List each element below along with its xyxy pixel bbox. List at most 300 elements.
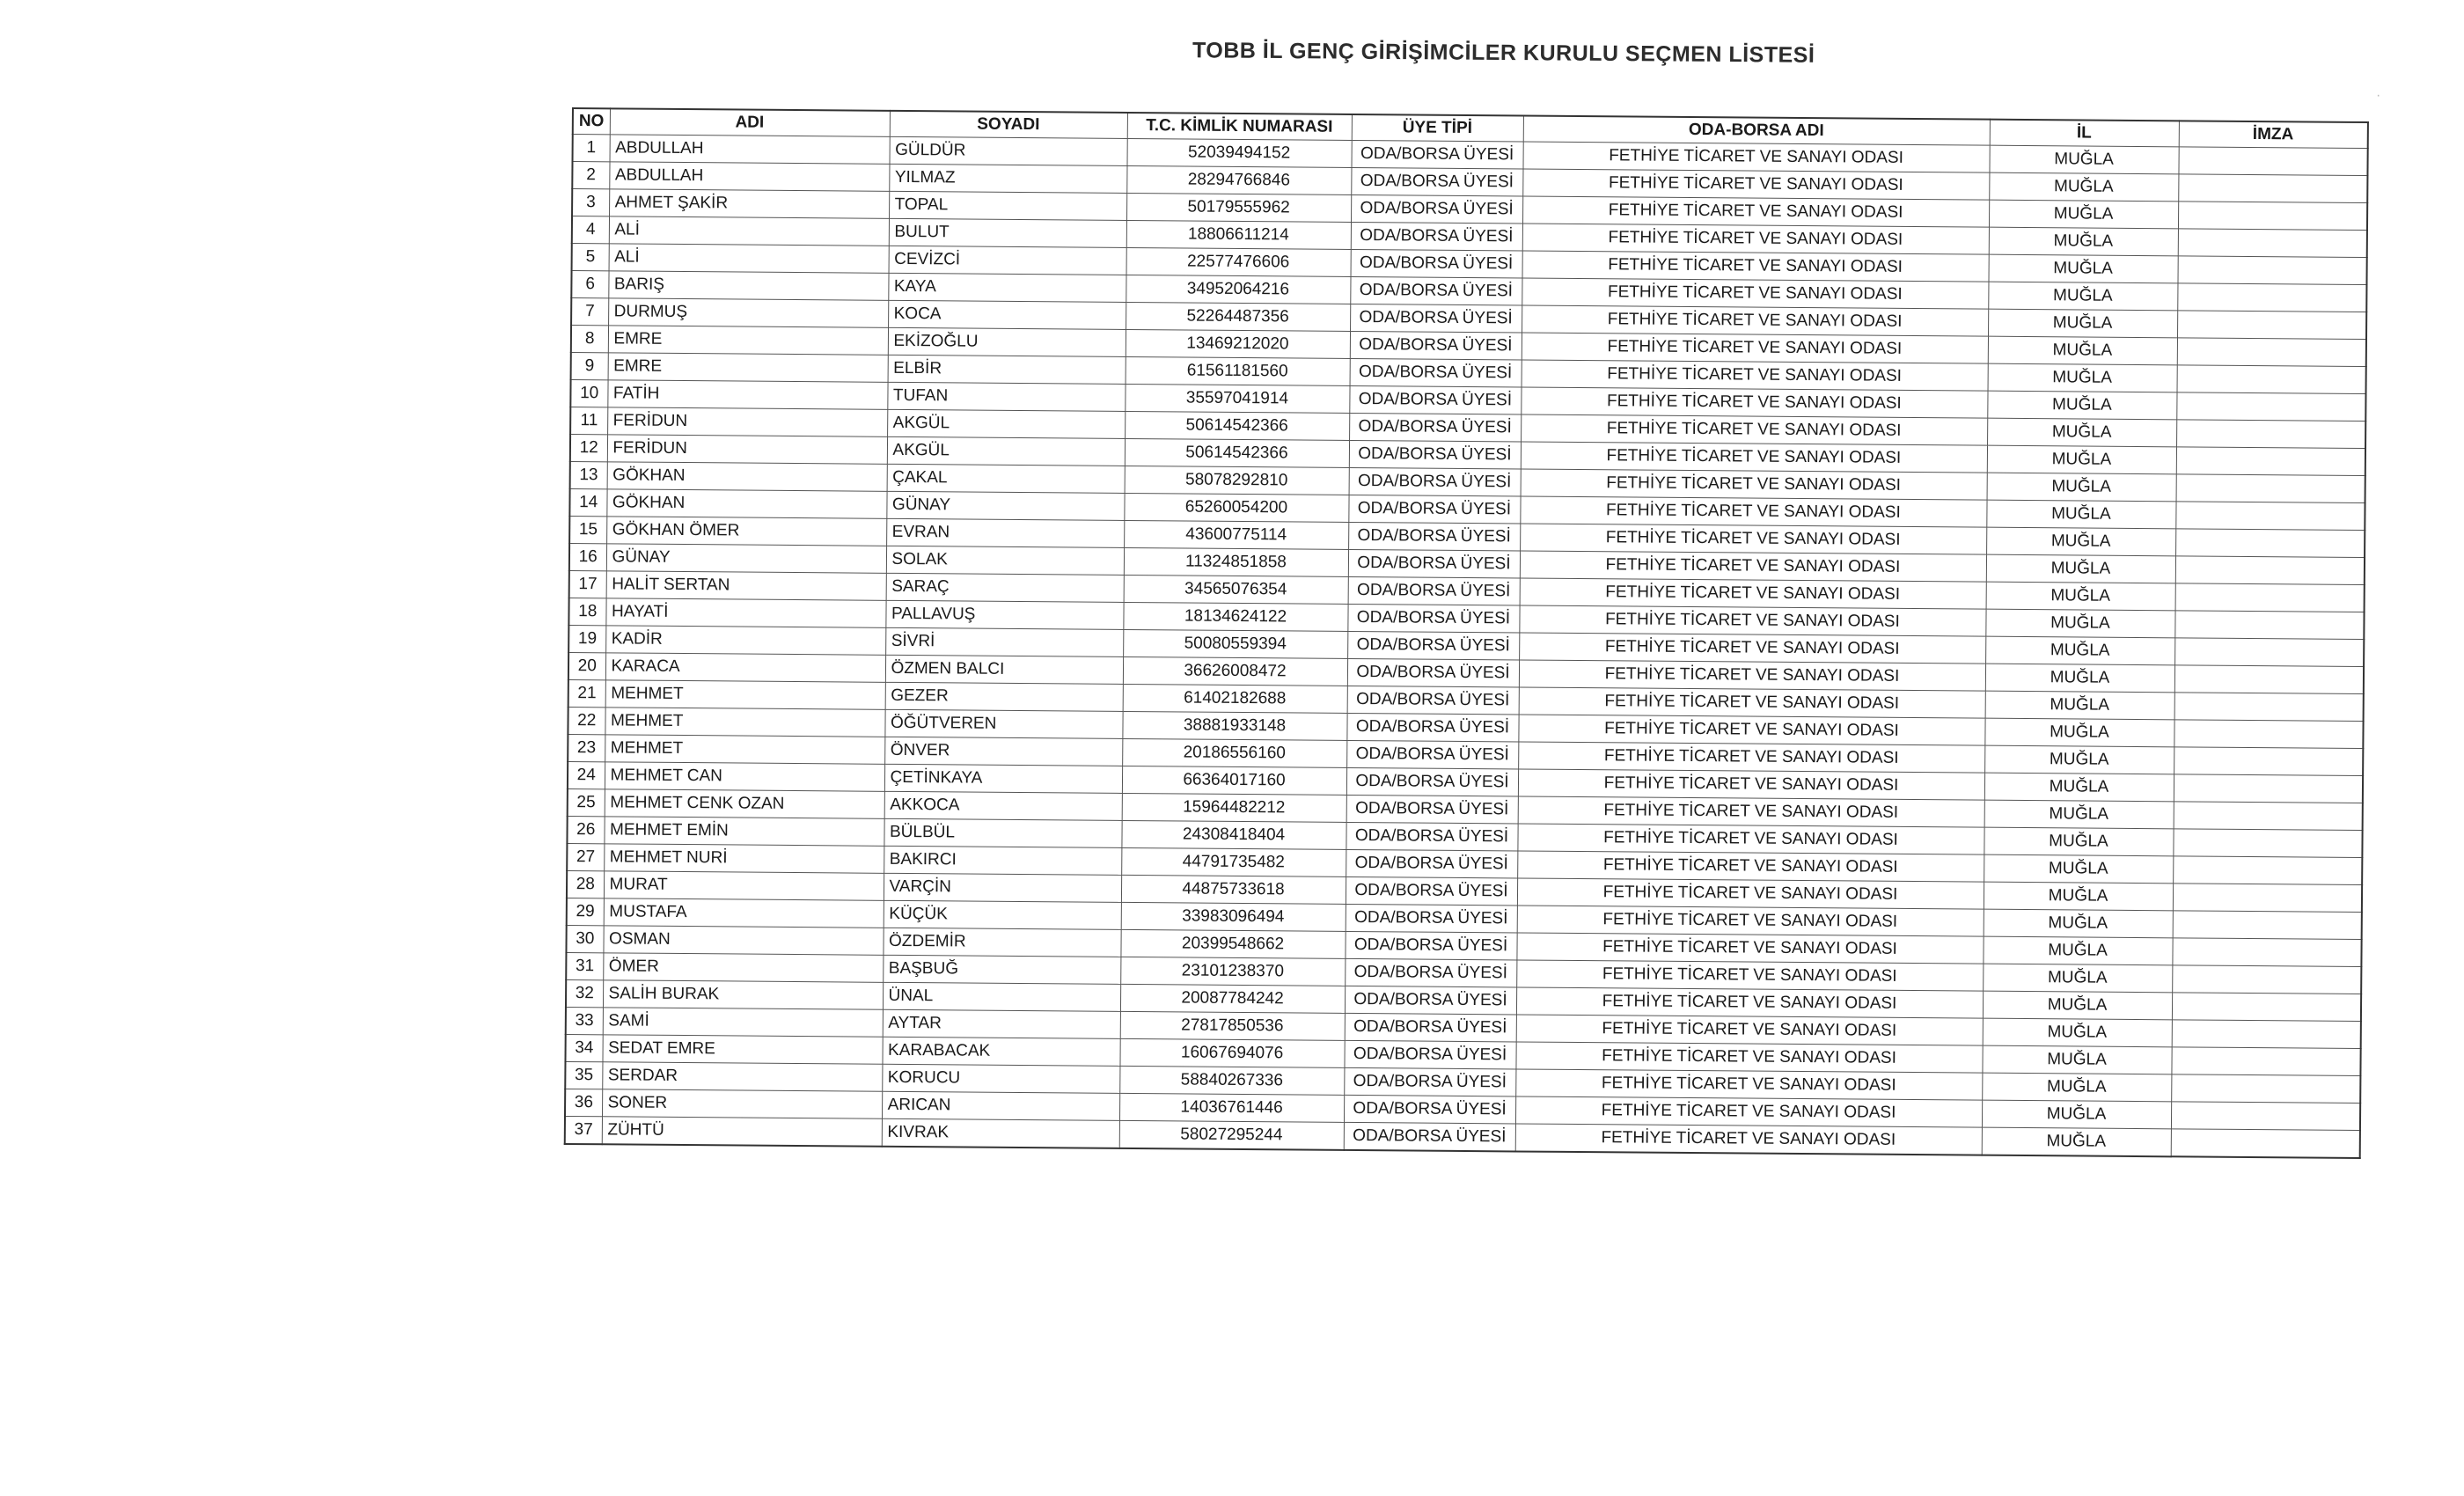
- surname-cell: KORUCU: [882, 1064, 1119, 1093]
- chamber-name-cell: FETHİYE TİCARET VE SANAYI ODASI: [1519, 605, 1985, 636]
- first-name-cell: SALİH BURAK: [603, 980, 883, 1009]
- province-cell: MUĞLA: [1982, 1073, 2171, 1102]
- chamber-name-cell: FETHİYE TİCARET VE SANAYI ODASI: [1517, 824, 1984, 854]
- row-number: 37: [565, 1116, 602, 1144]
- chamber-name-cell: FETHİYE TİCARET VE SANAYI ODASI: [1516, 933, 1983, 964]
- province-cell: MUĞLA: [1982, 1100, 2171, 1129]
- row-number: 23: [568, 734, 605, 761]
- first-name-cell: FERİDUN: [607, 407, 887, 436]
- tc-id-cell: 50614542366: [1125, 438, 1349, 467]
- surname-cell: SARAÇ: [886, 573, 1124, 602]
- chamber-name-cell: FETHİYE TİCARET VE SANAYI ODASI: [1516, 1015, 1983, 1045]
- member-type-cell: ODA/BORSA ÜYESİ: [1349, 413, 1521, 442]
- signature-cell: [2175, 583, 2365, 612]
- first-name-cell: HAYATİ: [605, 598, 885, 627]
- first-name-cell: GÖKHAN: [606, 489, 886, 518]
- member-type-cell: ODA/BORSA ÜYESİ: [1345, 958, 1516, 987]
- row-number: 19: [568, 625, 605, 652]
- tc-id-cell: 61402182688: [1123, 684, 1347, 713]
- member-type-cell: ODA/BORSA ÜYESİ: [1346, 876, 1517, 906]
- chamber-name-cell: FETHİYE TİCARET VE SANAYI ODASI: [1515, 1042, 1982, 1073]
- tc-id-cell: 20087784242: [1120, 984, 1345, 1013]
- surname-cell: AKGÜL: [887, 436, 1125, 466]
- tc-id-cell: 61561181560: [1126, 356, 1350, 385]
- tc-id-cell: 43600775114: [1124, 520, 1348, 549]
- chamber-name-cell: FETHİYE TİCARET VE SANAYI ODASI: [1522, 142, 1989, 172]
- province-cell: MUĞLA: [1987, 418, 2176, 447]
- chamber-name-cell: FETHİYE TİCARET VE SANAYI ODASI: [1520, 578, 1986, 609]
- province-cell: MUĞLA: [1989, 227, 2178, 256]
- member-type-cell: ODA/BORSA ÜYESİ: [1346, 795, 1518, 824]
- first-name-cell: MEHMET EMİN: [604, 817, 884, 846]
- surname-cell: AKGÜL: [887, 409, 1125, 438]
- tc-id-cell: 20399548662: [1120, 929, 1345, 958]
- tc-id-cell: 44875733618: [1121, 875, 1346, 904]
- tc-id-cell: 66364017160: [1122, 766, 1346, 795]
- surname-cell: VARÇİN: [884, 873, 1121, 902]
- member-type-cell: ODA/BORSA ÜYESİ: [1349, 467, 1521, 496]
- chamber-name-cell: FETHİYE TİCARET VE SANAYI ODASI: [1520, 551, 1986, 582]
- chamber-name-cell: FETHİYE TİCARET VE SANAYI ODASI: [1521, 387, 1987, 418]
- province-cell: MUĞLA: [1984, 718, 2174, 747]
- chamber-name-cell: FETHİYE TİCARET VE SANAYI ODASI: [1520, 496, 1986, 527]
- signature-cell: [2173, 856, 2362, 885]
- signature-cell: [2174, 693, 2364, 722]
- province-cell: MUĞLA: [1986, 500, 2175, 529]
- signature-cell: [2172, 938, 2361, 967]
- first-name-cell: GÖKHAN ÖMER: [606, 517, 886, 546]
- member-type-cell: ODA/BORSA ÜYESİ: [1347, 604, 1519, 633]
- surname-cell: CEVİZCİ: [889, 246, 1126, 275]
- member-type-cell: ODA/BORSA ÜYESİ: [1351, 222, 1522, 251]
- surname-cell: GEZER: [885, 682, 1123, 711]
- tc-id-cell: 18806611214: [1126, 220, 1351, 249]
- tc-id-cell: 18134624122: [1123, 602, 1347, 631]
- tc-id-cell: 34952064216: [1126, 275, 1350, 304]
- row-number: 16: [569, 543, 606, 570]
- member-type-cell: ODA/BORSA ÜYESİ: [1348, 495, 1520, 524]
- first-name-cell: ABDULLAH: [610, 135, 890, 164]
- surname-cell: EKİZOĞLU: [888, 327, 1126, 356]
- header-surname: SOYADI: [890, 111, 1127, 139]
- row-number: 36: [565, 1089, 602, 1116]
- signature-cell: [2178, 147, 2367, 176]
- tc-id-cell: 35597041914: [1125, 384, 1349, 413]
- surname-cell: ELBİR: [888, 355, 1126, 384]
- chamber-name-cell: FETHİYE TİCARET VE SANAYI ODASI: [1515, 1124, 1982, 1155]
- signature-cell: [2177, 311, 2366, 340]
- surname-cell: GÜNAY: [886, 491, 1124, 520]
- row-number: 7: [571, 298, 608, 326]
- signature-cell: [2178, 229, 2367, 258]
- member-type-cell: ODA/BORSA ÜYESİ: [1351, 194, 1522, 224]
- first-name-cell: ALİ: [609, 244, 889, 273]
- row-number: 20: [568, 652, 605, 679]
- signature-cell: [2176, 447, 2365, 476]
- member-type-cell: ODA/BORSA ÜYESİ: [1347, 631, 1519, 660]
- province-cell: MUĞLA: [1987, 473, 2176, 502]
- header-signature: İMZA: [2179, 121, 2368, 148]
- tc-id-cell: 50080559394: [1123, 629, 1347, 658]
- province-cell: MUĞLA: [1982, 1045, 2171, 1074]
- surname-cell: ÇAKAL: [887, 464, 1125, 493]
- member-type-cell: ODA/BORSA ÜYESİ: [1346, 904, 1517, 933]
- surname-cell: TUFAN: [887, 382, 1125, 411]
- row-number: 21: [568, 679, 605, 707]
- surname-cell: ÜNAL: [883, 982, 1120, 1011]
- row-number: 9: [571, 352, 608, 379]
- member-type-cell: ODA/BORSA ÜYESİ: [1347, 686, 1519, 715]
- surname-cell: ÖNVER: [884, 737, 1122, 766]
- chamber-name-cell: FETHİYE TİCARET VE SANAYI ODASI: [1521, 469, 1987, 500]
- member-type-cell: ODA/BORSA ÜYESİ: [1346, 849, 1517, 878]
- province-cell: MUĞLA: [1988, 363, 2177, 392]
- tc-id-cell: 38881933148: [1122, 711, 1346, 740]
- first-name-cell: SAMİ: [603, 1008, 883, 1037]
- table-body: [565, 135, 2368, 1158]
- chamber-name-cell: FETHİYE TİCARET VE SANAYI ODASI: [1518, 715, 1984, 745]
- province-cell: MUĞLA: [1986, 554, 2175, 583]
- signature-cell: [2172, 965, 2361, 994]
- signature-cell: [2171, 1074, 2360, 1104]
- signature-cell: [2171, 1102, 2360, 1131]
- first-name-cell: MEHMET NURİ: [604, 844, 884, 873]
- surname-cell: BAKIRCI: [884, 846, 1121, 875]
- chamber-name-cell: FETHİYE TİCARET VE SANAYI ODASI: [1517, 878, 1984, 909]
- first-name-cell: SEDAT EMRE: [602, 1035, 882, 1064]
- province-cell: MUĞLA: [1984, 773, 2174, 802]
- first-name-cell: ZÜHTÜ: [602, 1117, 882, 1147]
- member-type-cell: ODA/BORSA ÜYESİ: [1346, 822, 1517, 851]
- header-chamber: ODA-BORSA ADI: [1523, 115, 1990, 145]
- row-number: 6: [571, 271, 608, 298]
- chamber-name-cell: FETHİYE TİCARET VE SANAYI ODASI: [1522, 333, 1988, 363]
- province-cell: MUĞLA: [1983, 936, 2172, 965]
- tc-id-cell: 36626008472: [1123, 656, 1347, 686]
- member-type-cell: ODA/BORSA ÜYESİ: [1348, 549, 1520, 578]
- signature-cell: [2174, 774, 2363, 803]
- row-number: 3: [572, 189, 609, 216]
- surname-cell: KÜÇÜK: [884, 900, 1121, 929]
- signature-cell: [2177, 283, 2366, 312]
- province-cell: MUĞLA: [1989, 145, 2178, 174]
- surname-cell: BÜLBÜL: [884, 818, 1121, 847]
- signature-cell: [2177, 365, 2366, 394]
- row-number: 25: [568, 788, 605, 816]
- signature-cell: [2174, 611, 2364, 640]
- voter-table: [564, 107, 2369, 1159]
- chamber-name-cell: FETHİYE TİCARET VE SANAYI ODASI: [1518, 742, 1984, 773]
- header-province: İL: [1990, 120, 2179, 147]
- province-cell: MUĞLA: [1986, 582, 2175, 611]
- member-type-cell: ODA/BORSA ÜYESİ: [1350, 358, 1522, 387]
- signature-cell: [2173, 829, 2362, 858]
- chamber-name-cell: FETHİYE TİCARET VE SANAYI ODASI: [1522, 169, 1989, 200]
- member-type-cell: ODA/BORSA ÜYESİ: [1346, 740, 1518, 769]
- member-type-cell: ODA/BORSA ÜYESİ: [1348, 576, 1520, 605]
- row-number: 35: [565, 1061, 602, 1089]
- tc-id-cell: 23101238370: [1120, 957, 1345, 986]
- province-cell: MUĞLA: [1983, 1018, 2172, 1047]
- tc-id-cell: 58027295244: [1119, 1120, 1344, 1150]
- member-type-cell: ODA/BORSA ÜYESİ: [1345, 931, 1516, 960]
- member-type-cell: ODA/BORSA ÜYESİ: [1344, 1095, 1515, 1124]
- surname-cell: KARABACAK: [882, 1037, 1119, 1066]
- chamber-name-cell: FETHİYE TİCARET VE SANAYI ODASI: [1519, 687, 1985, 718]
- row-number: 2: [572, 162, 609, 189]
- member-type-cell: ODA/BORSA ÜYESİ: [1350, 304, 1522, 333]
- first-name-cell: ALİ: [609, 216, 889, 246]
- province-cell: MUĞLA: [1986, 527, 2175, 556]
- signature-cell: [2174, 802, 2363, 831]
- surname-cell: ÖĞÜTVEREN: [884, 709, 1122, 738]
- chamber-name-cell: FETHİYE TİCARET VE SANAYI ODASI: [1518, 796, 1984, 827]
- signature-cell: [2173, 911, 2362, 940]
- first-name-cell: EMRE: [608, 353, 888, 382]
- chamber-name-cell: FETHİYE TİCARET VE SANAYI ODASI: [1517, 906, 1984, 936]
- member-type-cell: ODA/BORSA ÜYESİ: [1344, 1122, 1515, 1151]
- member-type-cell: ODA/BORSA ÜYESİ: [1345, 986, 1516, 1015]
- row-number: 12: [570, 434, 607, 461]
- surname-cell: KOCA: [888, 300, 1126, 329]
- surname-cell: BAŞBUĞ: [883, 955, 1120, 984]
- tc-id-cell: 24308418404: [1121, 820, 1346, 849]
- surname-cell: ÇETİNKAYA: [884, 764, 1122, 793]
- member-type-cell: ODA/BORSA ÜYESİ: [1350, 331, 1522, 360]
- signature-cell: [2176, 392, 2365, 422]
- province-cell: MUĞLA: [1985, 664, 2174, 693]
- member-type-cell: ODA/BORSA ÜYESİ: [1349, 385, 1521, 414]
- first-name-cell: SONER: [602, 1089, 882, 1118]
- tc-id-cell: 20186556160: [1122, 738, 1346, 767]
- row-number: 1: [573, 135, 610, 162]
- tc-id-cell: 15964482212: [1122, 793, 1346, 822]
- signature-cell: [2174, 665, 2364, 694]
- signature-cell: [2177, 338, 2366, 367]
- row-number: 26: [567, 816, 604, 843]
- province-cell: MUĞLA: [1985, 636, 2174, 665]
- member-type-cell: ODA/BORSA ÜYESİ: [1351, 140, 1522, 169]
- first-name-cell: KADİR: [605, 626, 885, 655]
- first-name-cell: EMRE: [608, 326, 888, 355]
- first-name-cell: MUSTAFA: [604, 898, 884, 928]
- first-name-cell: ABDULLAH: [609, 162, 889, 191]
- first-name-cell: ÖMER: [603, 953, 883, 982]
- tc-id-cell: 44791735482: [1121, 847, 1346, 876]
- chamber-name-cell: FETHİYE TİCARET VE SANAYI ODASI: [1515, 1096, 1982, 1127]
- row-number: 5: [572, 244, 609, 271]
- province-cell: MUĞLA: [1984, 745, 2174, 774]
- signature-cell: [2173, 884, 2362, 913]
- province-cell: MUĞLA: [1988, 254, 2177, 283]
- province-cell: MUĞLA: [1988, 282, 2177, 311]
- province-cell: MUĞLA: [1984, 882, 2173, 911]
- member-type-cell: ODA/BORSA ÜYESİ: [1344, 1067, 1515, 1096]
- row-number: 11: [570, 407, 607, 434]
- member-type-cell: ODA/BORSA ÜYESİ: [1351, 167, 1522, 196]
- signature-cell: [2172, 1020, 2361, 1049]
- row-number: 24: [568, 761, 605, 788]
- tc-id-cell: 52264487356: [1126, 302, 1350, 331]
- chamber-name-cell: FETHİYE TİCARET VE SANAYI ODASI: [1520, 524, 1986, 554]
- signature-cell: [2171, 1047, 2360, 1076]
- surname-cell: TOPAL: [889, 191, 1126, 220]
- chamber-name-cell: FETHİYE TİCARET VE SANAYI ODASI: [1518, 769, 1984, 800]
- first-name-cell: FERİDUN: [607, 435, 887, 464]
- first-name-cell: SERDAR: [602, 1062, 882, 1091]
- chamber-name-cell: FETHİYE TİCARET VE SANAYI ODASI: [1521, 414, 1987, 445]
- row-number: 31: [566, 952, 603, 979]
- province-cell: MUĞLA: [1982, 1127, 2171, 1156]
- province-cell: MUĞLA: [1989, 200, 2178, 229]
- header-member-type: ÜYE TİPİ: [1352, 114, 1523, 142]
- first-name-cell: BARIŞ: [608, 271, 888, 300]
- chamber-name-cell: FETHİYE TİCARET VE SANAYI ODASI: [1522, 305, 1988, 336]
- chamber-name-cell: FETHİYE TİCARET VE SANAYI ODASI: [1522, 278, 1988, 309]
- member-type-cell: ODA/BORSA ÜYESİ: [1348, 522, 1520, 551]
- signature-cell: [2174, 747, 2363, 776]
- first-name-cell: MURAT: [604, 871, 884, 900]
- tc-id-cell: 11324851858: [1124, 547, 1348, 576]
- signature-cell: [2176, 420, 2365, 449]
- province-cell: MUĞLA: [1988, 336, 2177, 365]
- signature-cell: [2178, 174, 2367, 203]
- chamber-name-cell: FETHİYE TİCARET VE SANAYI ODASI: [1515, 1069, 1982, 1100]
- row-number: 29: [567, 898, 604, 925]
- tc-id-cell: 16067694076: [1119, 1038, 1344, 1067]
- first-name-cell: OSMAN: [603, 926, 883, 955]
- chamber-name-cell: FETHİYE TİCARET VE SANAYI ODASI: [1522, 251, 1989, 282]
- signature-cell: [2171, 1129, 2360, 1158]
- surname-cell: EVRAN: [886, 518, 1124, 547]
- first-name-cell: DURMUŞ: [608, 298, 888, 327]
- chamber-name-cell: FETHİYE TİCARET VE SANAYI ODASI: [1522, 224, 1989, 254]
- surname-cell: ARICAN: [882, 1091, 1119, 1120]
- surname-cell: AKKOCA: [884, 791, 1122, 820]
- tc-id-cell: 27817850536: [1120, 1011, 1345, 1040]
- member-type-cell: ODA/BORSA ÜYESİ: [1346, 767, 1518, 796]
- province-cell: MUĞLA: [1987, 445, 2176, 474]
- chamber-name-cell: FETHİYE TİCARET VE SANAYI ODASI: [1519, 633, 1985, 664]
- row-number: 30: [566, 925, 603, 952]
- page-title: TOBB İL GENÇ GİRİŞİMCİLER KURULU SEÇMEN LİSTESİ: [1192, 38, 1815, 68]
- province-cell: MUĞLA: [1989, 172, 2178, 202]
- province-cell: MUĞLA: [1988, 309, 2177, 338]
- chamber-name-cell: FETHİYE TİCARET VE SANAYI ODASI: [1519, 660, 1985, 691]
- first-name-cell: GÜNAY: [606, 544, 886, 573]
- first-name-cell: MEHMET CAN: [605, 762, 884, 791]
- member-type-cell: ODA/BORSA ÜYESİ: [1347, 658, 1519, 687]
- row-number: 14: [569, 488, 606, 516]
- chamber-name-cell: FETHİYE TİCARET VE SANAYI ODASI: [1517, 851, 1984, 882]
- tc-id-cell: 50179555962: [1126, 193, 1351, 222]
- chamber-name-cell: FETHİYE TİCARET VE SANAYI ODASI: [1522, 360, 1988, 391]
- member-type-cell: ODA/BORSA ÜYESİ: [1344, 1040, 1515, 1069]
- signature-cell: [2174, 720, 2363, 749]
- row-number: 13: [570, 461, 607, 488]
- surname-cell: SOLAK: [886, 546, 1124, 575]
- surname-cell: PALLAVUŞ: [885, 600, 1123, 629]
- tc-id-cell: 58840267336: [1119, 1066, 1344, 1095]
- header-name: ADI: [610, 108, 890, 136]
- first-name-cell: GÖKHAN: [607, 462, 887, 491]
- chamber-name-cell: FETHİYE TİCARET VE SANAYI ODASI: [1522, 196, 1989, 227]
- tc-id-cell: 22577476606: [1126, 247, 1351, 276]
- surname-cell: YILMAZ: [889, 164, 1126, 193]
- row-number: 27: [567, 843, 604, 870]
- signature-cell: [2174, 638, 2364, 667]
- chamber-name-cell: FETHİYE TİCARET VE SANAYI ODASI: [1516, 960, 1983, 991]
- signature-cell: [2172, 993, 2361, 1022]
- member-type-cell: ODA/BORSA ÜYESİ: [1350, 276, 1522, 305]
- surname-cell: ÖZDEMİR: [883, 928, 1120, 957]
- row-number: 18: [568, 598, 605, 625]
- surname-cell: GÜLDÜR: [890, 136, 1127, 165]
- row-number: 8: [571, 326, 608, 353]
- row-number: 34: [565, 1034, 602, 1061]
- province-cell: MUĞLA: [1984, 909, 2173, 938]
- member-type-cell: ODA/BORSA ÜYESİ: [1345, 1013, 1516, 1042]
- chamber-name-cell: FETHİYE TİCARET VE SANAYI ODASI: [1516, 987, 1983, 1018]
- row-number: 22: [568, 707, 605, 734]
- province-cell: MUĞLA: [1984, 827, 2173, 856]
- tc-id-cell: 14036761446: [1119, 1093, 1344, 1122]
- signature-cell: [2175, 556, 2365, 585]
- member-type-cell: ODA/BORSA ÜYESİ: [1351, 249, 1522, 278]
- member-type-cell: ODA/BORSA ÜYESİ: [1346, 713, 1518, 742]
- first-name-cell: AHMET ŞAKİR: [609, 189, 889, 218]
- tc-id-cell: 28294766846: [1126, 165, 1351, 194]
- row-number: 15: [569, 516, 606, 543]
- province-cell: MUĞLA: [1985, 609, 2174, 638]
- voter-list-sheet: [564, 107, 2369, 1159]
- surname-cell: KIVRAK: [882, 1118, 1119, 1148]
- surname-cell: KAYA: [888, 273, 1126, 302]
- first-name-cell: MEHMET CENK OZAN: [605, 789, 884, 818]
- signature-cell: [2176, 474, 2365, 503]
- row-number: 10: [570, 379, 607, 407]
- member-type-cell: ODA/BORSA ÜYESİ: [1349, 440, 1521, 469]
- surname-cell: AYTAR: [883, 1009, 1120, 1038]
- row-number: 4: [572, 216, 609, 244]
- tc-id-cell: 50614542366: [1125, 411, 1349, 440]
- signature-cell: [2178, 202, 2367, 231]
- province-cell: MUĞLA: [1984, 854, 2173, 884]
- header-no: NO: [573, 108, 610, 135]
- row-number: 33: [566, 1007, 603, 1034]
- first-name-cell: MEHMET: [605, 735, 884, 764]
- surname-cell: BULUT: [889, 218, 1126, 247]
- province-cell: MUĞLA: [1987, 391, 2176, 420]
- tc-id-cell: 33983096494: [1121, 902, 1346, 931]
- signature-cell: [2175, 529, 2365, 558]
- first-name-cell: MEHMET: [605, 680, 885, 709]
- header-tc: T.C. KİMLİK NUMARASI: [1127, 113, 1352, 141]
- province-cell: MUĞLA: [1985, 691, 2174, 720]
- row-number: 28: [567, 870, 604, 898]
- tc-id-cell: 58078292810: [1125, 466, 1349, 495]
- surname-cell: SİVRİ: [885, 627, 1123, 656]
- first-name-cell: MEHMET: [605, 708, 884, 737]
- chamber-name-cell: FETHİYE TİCARET VE SANAYI ODASI: [1521, 442, 1987, 473]
- first-name-cell: KARACA: [605, 653, 885, 682]
- signature-cell: [2177, 256, 2366, 285]
- first-name-cell: HALİT SERTAN: [606, 571, 886, 600]
- tc-id-cell: 65260054200: [1124, 493, 1348, 522]
- tc-id-cell: 34565076354: [1124, 575, 1348, 604]
- signature-cell: [2175, 502, 2365, 531]
- row-number: 17: [569, 570, 606, 598]
